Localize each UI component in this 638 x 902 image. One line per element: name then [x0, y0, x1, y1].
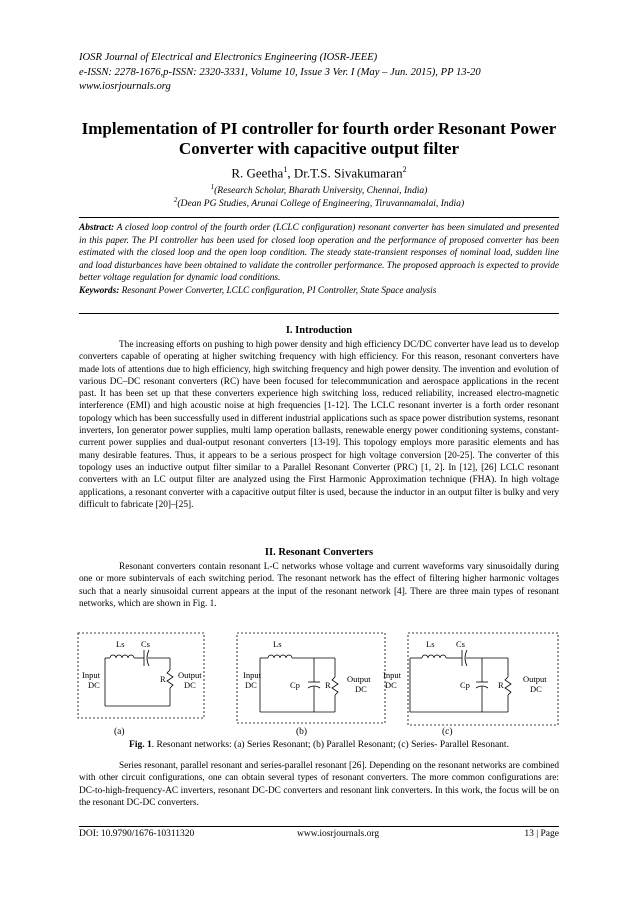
fig-a-ls: Ls [116, 639, 125, 649]
affiliation-2 [60, 196, 578, 209]
fig-c-r: R [498, 680, 504, 690]
fig-c-cp: Cp [460, 680, 470, 690]
abstract-label: Abstract: [79, 223, 115, 233]
figure-1-circuits [70, 630, 570, 738]
fig-a-cs: Cs [141, 639, 150, 649]
fig-a-input: Input [82, 670, 100, 680]
fig-b-dc: DC [245, 680, 257, 690]
journal-url[interactable]: www.iosrjournals.org [79, 81, 171, 93]
fig-c-ls: Ls [426, 639, 435, 649]
keywords-text: Resonant Power Converter, LCLC configuration, PI Controller, State Space analysis [119, 285, 437, 296]
footer-url[interactable]: www.iosrjournals.org [297, 829, 380, 839]
caption-label: Fig. 1 [129, 740, 152, 750]
affiliation-1 [60, 183, 578, 196]
affiliation-2-sup: 2 [173, 196, 178, 204]
fig-c-output: Output [523, 674, 547, 684]
fig-c-output-dc: DC [530, 684, 542, 694]
fig-a-output-dc: DC [184, 680, 196, 690]
journal-issn: e-ISSN: 2278-1676,p-ISSN: 2320-3331, Volume 10, Issue 3 Ver. I (May – Jun. 2015), PP 13-20 [79, 66, 481, 78]
journal-name: IOSR Journal of Electrical and Electronics Engineering (IOSR-JEEE) [79, 52, 378, 63]
paper-title: Implementation of PI controller for fourth order Resonant Power Converter with capacitive output filter [81, 119, 557, 158]
caption-text: . Resonant networks: (a) Series Resonant; (b) Parallel Resonant; (c) Series- Parallel Resonant. [151, 740, 509, 750]
affiliation-1-text: (Research Scholar, Bharath University, Chennai, India) [214, 185, 428, 197]
author-1: R. Geetha [231, 165, 284, 181]
section-2-paragraph: Resonant converters contain resonant L-C networks whose voltage and current waveforms vary sinusoidally during one or more subintervals of each switching period. The resonant network has the effect of filtering higher harmonic voltages such that a nearly sinusoidal current appears at the input of the resonant network [4]. There are three main types of resonant networks, which are shown in Fig. 1. [79, 562, 559, 609]
fig-b-output-dc: DC [355, 684, 367, 694]
abstract-block [79, 222, 559, 298]
abstract-text: A closed loop control of the fourth order (LCLC configuration) resonant converter has been simulated and presented in this paper. The PI controller has been used for closed loop operation and the performance of proposed converter has been estimated with the closed loop and the open loop condition. The steady state-transient responses of nominal load, sudden line and load disturbances have been obtained to validate the controller performance. The proposed approach is expected to provide better voltage regulation for dynamic load conditions. [79, 223, 559, 284]
figure-1-caption [79, 740, 559, 750]
fig-b-r: R [325, 680, 331, 690]
section-1-body [79, 339, 559, 511]
journal-header [79, 51, 559, 95]
keywords-label: Keywords: [79, 285, 120, 296]
fig-c-dc: DC [385, 680, 397, 690]
closing-paragraph: Series resonant, parallel resonant and series-parallel resonant [26]. Depending on the resonant networks are combined with other circuit configurations, one can obtain several types of resonant converters. The more common configurations are: DC-to-high-frequency-AC inverters, resonant DC-DC converters and resonant link converters. In this work, the focus will be on the resonant DC-DC converters. [79, 761, 559, 808]
fig-b-cp: Cp [290, 680, 300, 690]
footer-doi: DOI: 10.9790/1676-10311320 [79, 829, 195, 839]
fig-b-output: Output [347, 674, 371, 684]
author-line [60, 165, 578, 181]
fig-c-input: Input [383, 670, 401, 680]
footer-rule [79, 826, 559, 827]
subfig-b-label: (b) [296, 727, 308, 737]
author-2-sup: 2 [402, 165, 407, 174]
fig-a-r: R [160, 674, 166, 684]
abstract-bottom-rule [79, 313, 559, 314]
section-2-body [79, 561, 559, 610]
fig-b-ls: Ls [273, 639, 282, 649]
subfig-c-label: (c) [442, 727, 453, 737]
closing-body [79, 760, 559, 809]
section-2-heading: II. Resonant Converters [264, 547, 374, 558]
affiliation-2-text: (Dean PG Studies, Arunai College of Engineering, Tiruvannamalai, India) [177, 198, 465, 210]
fig-a-dc: DC [88, 680, 100, 690]
author-sep: , [287, 165, 294, 181]
footer-page: 13 | Page [524, 829, 559, 839]
abstract-top-rule [79, 217, 559, 218]
fig-a-output: Output [178, 670, 202, 680]
section-1-paragraph: The increasing efforts on pushing to high power density and high efficiency DC/DC converter have lead us to develop converters capable of operating at higher switching frequency with high efficiency. For this reason, resonant converters have made lots of attentions due to high efficiency, high switching frequency and high power density. The invention and evolution of various DC–DC resonant converters (RC) have been focused for telecommunication and aerospace applications in the recent past. It has been set up that these converters experience high switching loss, reduced reliability, increased electro-magnetic interference (EMI) and high acoustic noise at high frequencies [1-12]. The LCLC resonant inverter is a forth order resonant topology which has been successfully used in different industrial applications such as space power distribution systems, resonant inverters, Ion generator power supplies, multi lamp operation ballasts, renewable energy power conditioning systems, constant-current power supplies and dual-output resonant converters [13-19]. This topology employs more parasitic elements and has many desirable features. Thus, it appears to be a serious prospect for high voltage conversion [20-25]. The converter of this topology uses an inductive output filter similar to a Parallel Resonant Converter (PRC) [1, 2]. In [12], [26] LCLC resonant converters with an LC output filter are analyzed using the First Harmonic Approximation technique (FHA). In high voltage applications, a resonant converter with a capacitive output filter is used, because the inductor in an output filter is bulky and very difficult to fabricate [20]–[25]. [79, 340, 559, 510]
fig-b-input: Input [243, 670, 261, 680]
author-1-sup: 1 [283, 165, 288, 174]
affiliation-1-sup: 1 [210, 183, 215, 191]
section-1-heading: I. Introduction [285, 325, 353, 336]
author-2: Dr.T.S. Sivakumaran [293, 165, 403, 181]
subfig-a-label: (a) [114, 727, 125, 737]
fig-c-cs: Cs [456, 639, 465, 649]
